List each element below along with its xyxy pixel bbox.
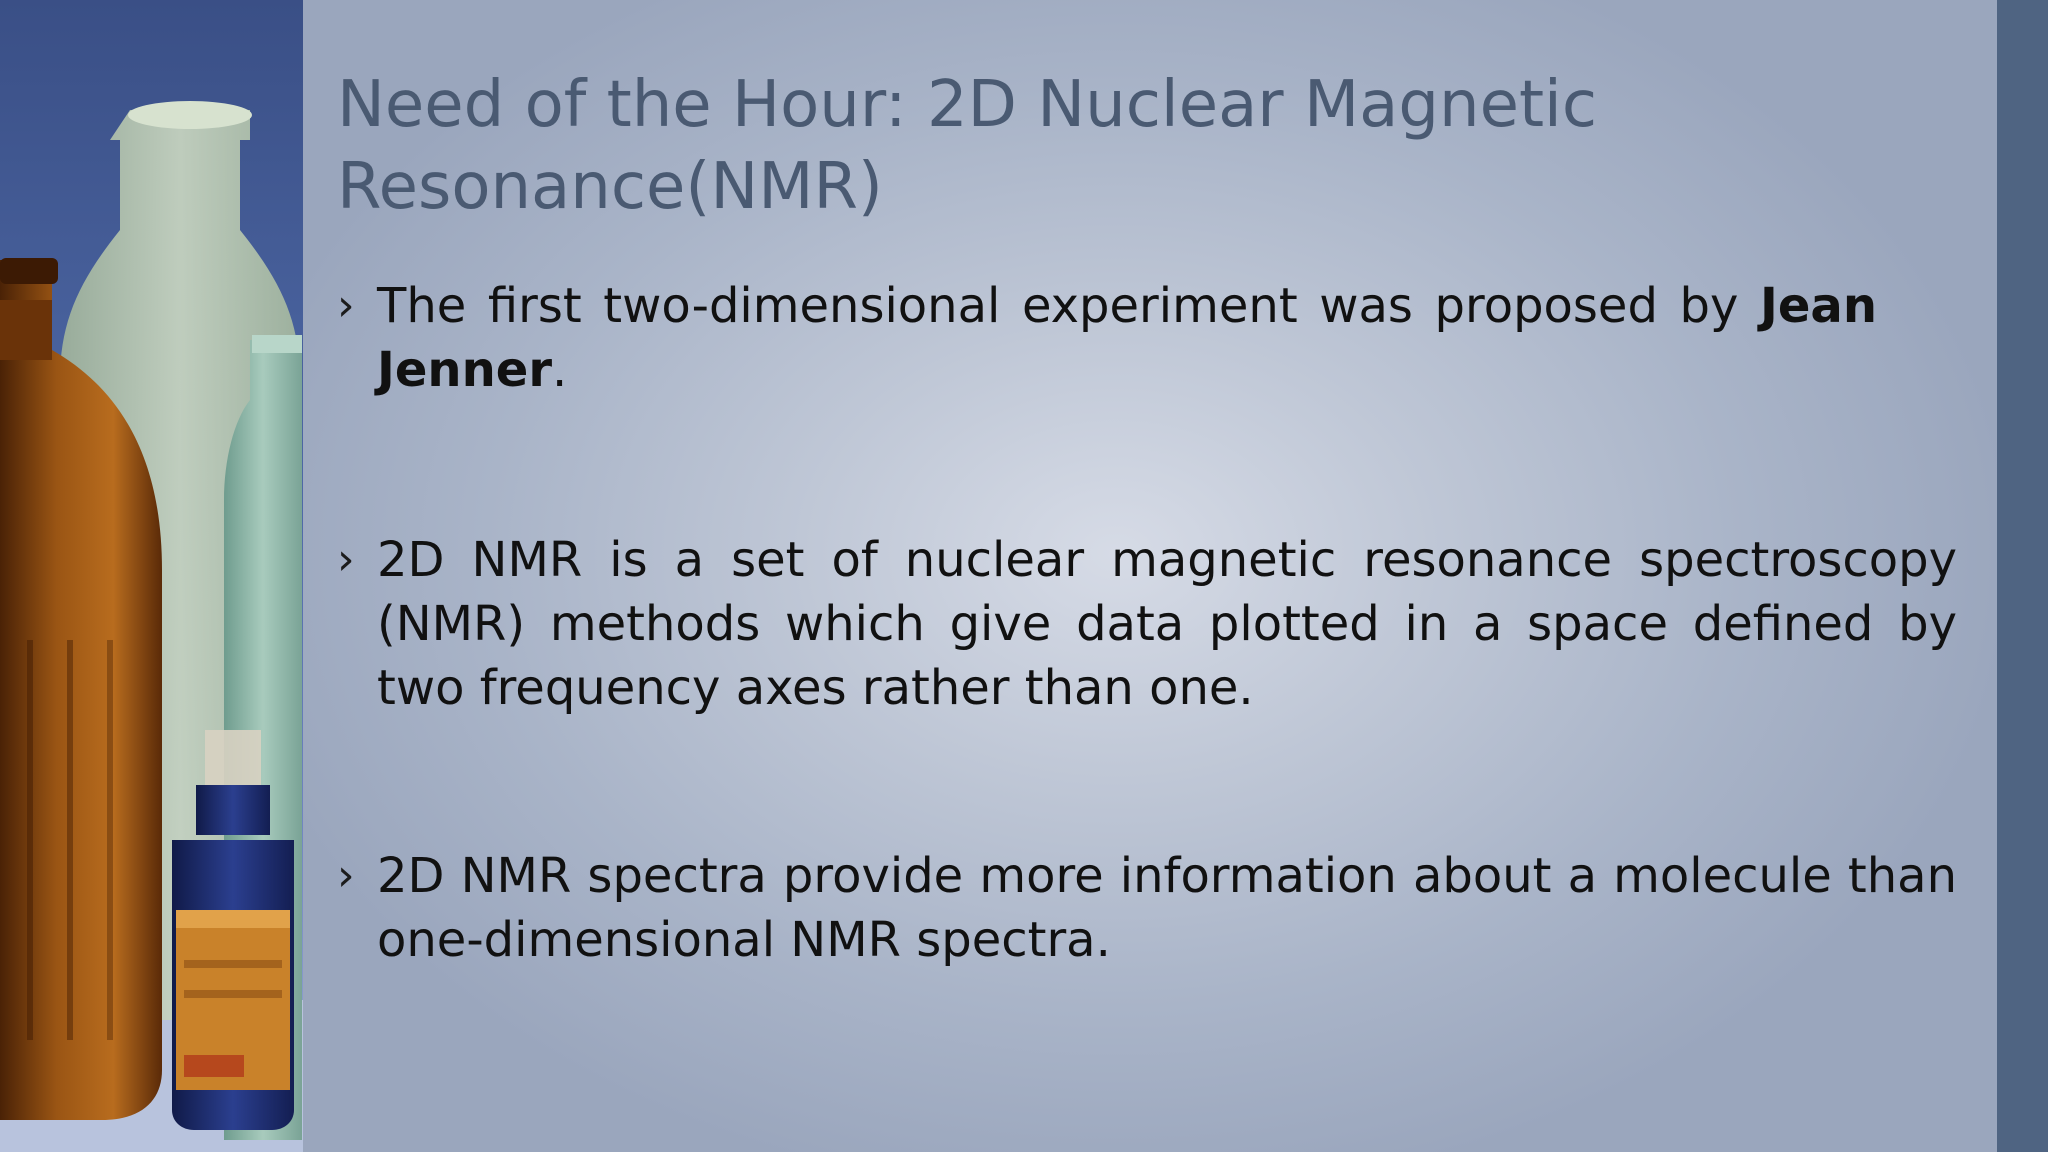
slide-content [303,0,1997,1152]
bullet-item [337,844,1957,972]
bullet-text: 2D NMR is a set of nuclear magnetic resonance spectroscopy (NMR) methods which give data plotted in a space defined by two frequency axes rather than one. [377,532,1957,716]
right-accent-bar [1997,0,2048,1152]
bottles-photo [0,0,303,1152]
bullet-item [337,274,1877,402]
slide-title: Need of the Hour: 2D Nuclear Magnetic Resonance(NMR) [337,68,1597,224]
bottles-illustration [0,0,303,1152]
bullet-marker: › [337,534,355,585]
bullet-text [377,274,1877,402]
bullet-text: 2D NMR spectra provide more information about a molecule than one-dimensional NMR spectra. [377,848,1957,968]
bullet-bold-name: Jean Jenner [377,278,1877,398]
bullet-text-part: . [551,342,568,398]
bullet-marker: › [337,280,355,331]
bullet-item [337,528,1957,720]
bullet-text-part: The first two-dimensional experiment was proposed by [377,278,1761,334]
bullet-marker: › [337,850,355,901]
